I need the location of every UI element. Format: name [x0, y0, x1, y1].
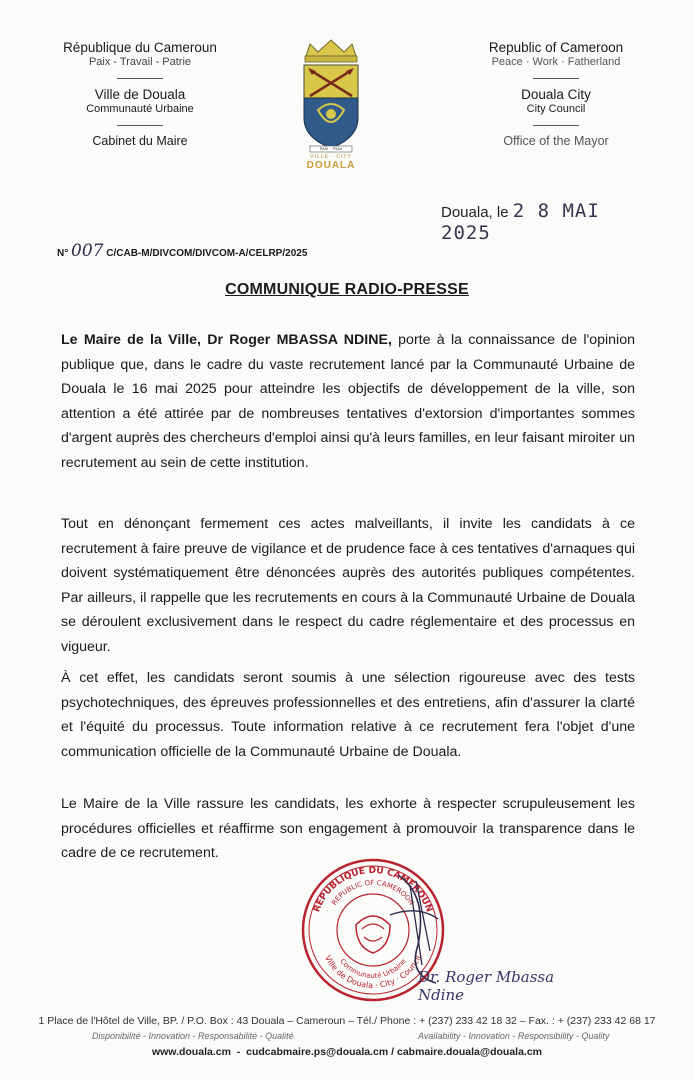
paragraph-2: Tout en dénonçant fermement ces actes malveillants, il invite les candidats à ce recrutement à faire preuve de vigilance et de prudence face à ces tentatives d'arnaques qui doivent systématiquement être dénoncées auprès des autorités publiques compétentes. Par ailleurs, il rappelle que les recrutements en cours à la Communauté Urbaine de Douala se déroulent exclusivement dans le respect du cadre réglementaire et des processus en vigueur.	[61, 516, 635, 655]
paragraph-3: À cet effet, les candidats seront soumis à une sélection rigoureuse avec des tests psychotechniques, des épreuves professionnelles et des entretiens, afin d'assurer la clarté et l'équité du processus. Toute information relative à ce recrutement fera l'objet d'une communication officielle de la Communauté Urbaine de Douala.	[61, 670, 635, 760]
svg-text:Ville de Douala · City · Counc	[323, 954, 423, 990]
header-right	[456, 40, 656, 149]
divider	[117, 125, 163, 126]
stamp-text-bottom-2: Communauté Urbaine	[338, 957, 408, 981]
emblem-top-label: VILLE · CITY	[310, 154, 352, 160]
country-name-en: Republic of Cameroon	[488, 40, 624, 55]
footer-contacts: www.douala.cm - cudcabmaire.ps@douala.cm / cabmaire.douala@douala.cm	[151, 1046, 543, 1058]
footer-address: 1 Place de l'Hôtel de Ville, BP. / P.O. Box : 43 Douala – Cameroun – Tél./ Phone : + (237) 233 42 18 32 – Fax. : + (237) 233 42 68 17	[38, 1015, 656, 1027]
office-name-en: Office of the Mayor	[503, 134, 609, 148]
reference-handwritten-number: 007	[71, 241, 104, 261]
city-name-en: Douala City	[521, 87, 591, 102]
emblem-ribbon-text: PAIX · TRAV	[319, 146, 343, 151]
motto-fr: Paix - Travail - Patrie	[88, 56, 192, 68]
country-name-fr: République du Cameroun	[63, 40, 217, 55]
reference-code: C/CAB-M/DIVCOM/DIVCOM-A/CELRP/2025	[106, 248, 308, 259]
divider	[533, 78, 579, 79]
paragraph-4: Le Maire de la Ville rassure les candidats, les exhorte à respecter scrupuleusement les procédures officielles et réaffirme son engagement à promouvoir la transparence dans le cadre de ce recrutement.	[61, 796, 635, 861]
stamp-text-top-2: REPUBLIC OF CAMEROON	[330, 878, 416, 907]
footer-values-fr: Disponibilité - Innovation - Responsabilité - Qualité	[92, 1031, 294, 1041]
footer-website-link[interactable]: www.douala.cm	[151, 1046, 231, 1058]
stamp-text-bottom: Ville de Douala · City · Council	[322, 953, 424, 991]
council-name-en: City Council	[526, 103, 586, 115]
reference-prefix: N°	[57, 248, 69, 259]
office-name-fr: Cabinet du Maire	[92, 134, 188, 148]
footer-values-en: Availability - Innovation - Responsibility - Quality	[418, 1031, 610, 1041]
document-date	[441, 200, 661, 244]
divider	[533, 125, 579, 126]
header-left	[40, 40, 240, 149]
paragraph-1-text: porte à la connaissance de l'opinion publique que, dans le cadre du vaste recrutement lancé par la Communauté Urbaine de Douala le 16 mai 2025 pour atteindre les objectifs de développement de la ville, son attention a été attirée par de nombreuses tentatives d'extorsion d'importantes sommes d'argent auprès des chercheurs d'emploi ainsi qu'à leurs familles, en leur faisant miroiter un recrutement au sein de cette institution.	[61, 332, 635, 471]
footer-email-links[interactable]: cudcabmaire.ps@douala.cm / cabmaire.douala@douala.cm	[246, 1046, 543, 1058]
city-emblem	[296, 38, 366, 173]
emblem-bottom-label: DOUALA	[306, 160, 356, 171]
date-prefix: Douala, le	[441, 204, 509, 221]
stamp-text-top: REPUBLIQUE DU CAMEROUN	[312, 865, 434, 914]
paragraph-1-lead: Le Maire de la Ville, Dr Roger MBASSA NDINE,	[61, 332, 392, 348]
document-title: COMMUNIQUE RADIO-PRESSE	[225, 281, 469, 298]
reference-number	[57, 241, 377, 261]
city-name-fr: Ville de Douala	[94, 87, 186, 102]
signature-name: Dr. Roger Mbassa Ndine	[418, 968, 555, 1004]
date-stamp: 2 8 MAI 2025	[441, 200, 600, 244]
paragraph-1	[61, 328, 635, 475]
motto-en: Peace · Work · Fatherland	[491, 56, 621, 68]
coat-of-arms-icon	[296, 38, 366, 173]
council-name-fr: Communauté Urbaine	[86, 103, 194, 115]
divider	[117, 78, 163, 79]
